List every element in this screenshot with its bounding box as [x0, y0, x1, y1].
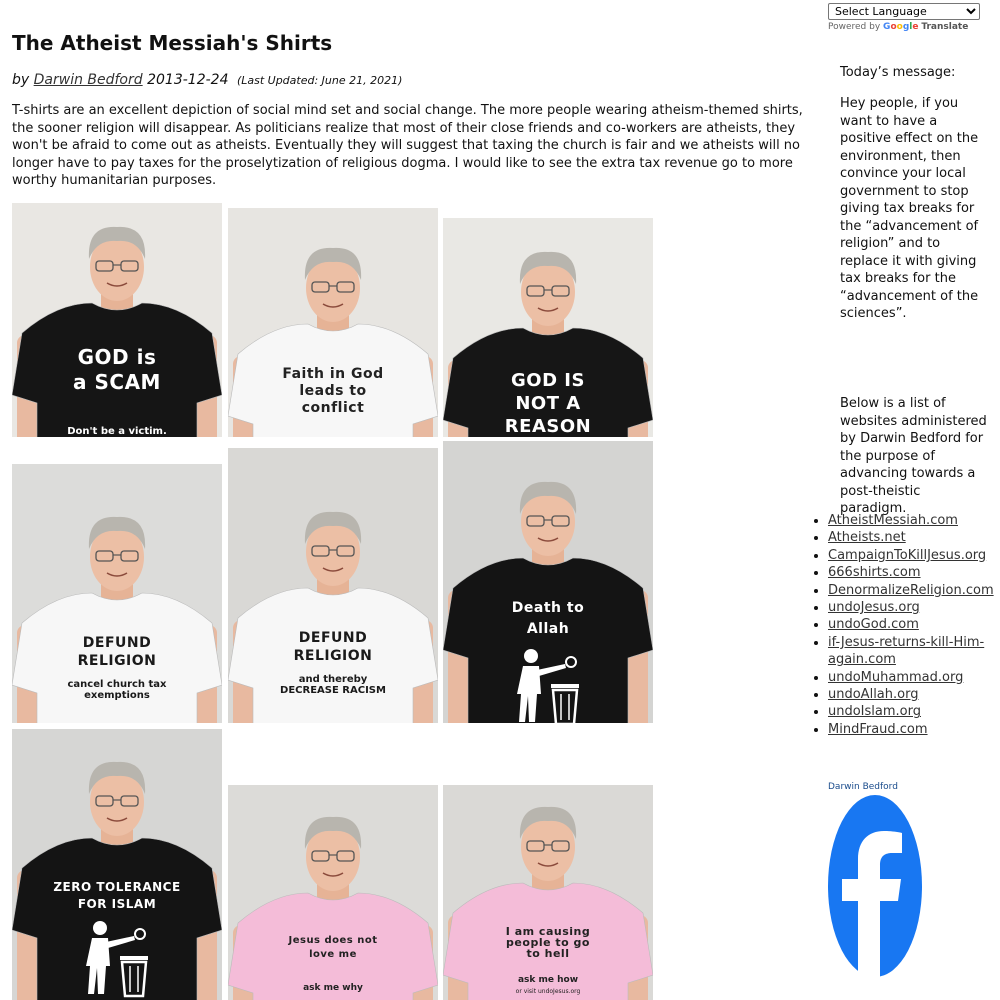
website-list-item: [828, 582, 1000, 599]
shirt-slogan-line: leads to: [299, 383, 367, 399]
shirt-subtext-url: or visit undoJesus.org: [515, 988, 581, 995]
shirt-photo: [443, 441, 653, 723]
shirt-slogan-line: RELIGION: [77, 653, 157, 669]
todays-message-text: Hey people, if you want to have a positive effect on the environment, then convince your local government to stop giving tax breaks for the “advancement of religion” and to replace it with giving tax breaks for the “advancement of the sciences”.: [840, 96, 979, 321]
google-logo: Google: [883, 22, 919, 32]
person-figure: [12, 203, 222, 437]
website-list-item: [828, 547, 1000, 564]
shirt-slogan-line: Allah: [526, 621, 570, 637]
page-title: The Atheist Messiah's Shirts: [12, 31, 333, 55]
website-link[interactable]: undoJesus.org: [828, 600, 920, 616]
shirt-slogan-line: people to go: [506, 936, 590, 949]
website-list-item: [828, 686, 1000, 703]
website-link[interactable]: AtheistMessiah.com: [828, 513, 958, 528]
website-list-item: [828, 634, 1000, 669]
websites-list: [810, 512, 1000, 738]
website-link[interactable]: undoGod.com: [828, 617, 919, 633]
author-link[interactable]: Darwin Bedford: [33, 72, 143, 88]
shirt-slogan-line: conflict: [301, 400, 365, 416]
website-link[interactable]: undoMuhammad.org: [828, 669, 964, 685]
shirt-slogan-line: ZERO TOLERANCE: [53, 880, 181, 894]
shirt-photo: [443, 218, 653, 437]
website-link[interactable]: Atheists.net: [828, 530, 906, 546]
shirt-subtext: ask me how: [517, 975, 579, 985]
powered-by-translate: [828, 22, 968, 32]
byline: [12, 72, 402, 88]
last-updated: (Last Updated: June 21, 2021): [236, 74, 403, 87]
translate-link[interactable]: Translate: [921, 22, 969, 32]
person-figure: [443, 785, 653, 1000]
website-link[interactable]: DenormalizeReligion.com: [828, 582, 994, 598]
shirt-slogan-line: GOD IS: [511, 370, 585, 391]
shirt-slogan-line: GOD is: [77, 345, 157, 369]
intro-paragraph: T-shirts are an excellent depiction of social mind set and social change. The more people wearing atheism-themed shirts, the sooner religion will disappear. As politicians realize that most of their close friends and co-workers are atheists, they won't be afraid to come out as atheists. Eventually they will suggest that taxing the church is fair and we atheists will no longer have to pay taxes for the proselytization of religious dogma. I would like to see the extra tax revenue go to more worthy humanitarian purposes.: [12, 103, 803, 188]
shirt-slogan-line: love me: [309, 949, 357, 960]
todays-message-label: Today’s message:: [840, 65, 956, 80]
shirt-photo: [12, 729, 222, 1000]
shirt-subtext: ask me why: [303, 983, 363, 993]
shirt-photo: [228, 208, 438, 437]
by-prefix: by: [12, 72, 30, 88]
website-list-item: [828, 529, 1000, 546]
website-link[interactable]: undoAllah.org: [828, 687, 919, 703]
shirt-slogan-line: to hell: [526, 947, 570, 960]
shirt-slogan-line: Jesus does not: [288, 935, 378, 946]
shirt-photo: [228, 785, 438, 1000]
shirt-photo: [228, 448, 438, 723]
website-list-item: [828, 512, 1000, 529]
facebook-profile-name[interactable]: Darwin Bedford: [828, 782, 898, 792]
shirt-slogan-line: I am causing: [505, 925, 591, 938]
shirt-slogan-line: NOT A: [515, 393, 581, 414]
shirt-photo: [12, 464, 222, 723]
website-list-item: [828, 721, 1000, 738]
language-select[interactable]: [828, 3, 980, 20]
website-link[interactable]: 666shirts.com: [828, 565, 921, 581]
website-link[interactable]: CampaignToKillJesus.org: [828, 547, 987, 563]
person-figure: [228, 785, 438, 1000]
shirt-slogan-line: Death to: [511, 600, 585, 616]
shirt-slogan-line: REASON: [504, 416, 592, 437]
website-list-item: [828, 703, 1000, 720]
facebook-icon[interactable]: [828, 795, 922, 977]
trash-figure-icon: [82, 918, 152, 998]
shirt-photo: [12, 203, 222, 437]
shirt-slogan-line: a SCAM: [73, 370, 161, 394]
post-date: 2013-12-24: [147, 72, 229, 88]
shirt-photo: [443, 785, 653, 1000]
shirt-subtext: and thereby DECREASE RACISM: [280, 674, 386, 696]
website-list-item: [828, 599, 1000, 616]
website-list-item: [828, 564, 1000, 581]
shirt-subtext: cancel church tax exemptions: [67, 679, 167, 701]
shirt-slogan-line: DEFUND: [82, 635, 152, 651]
website-list-item: [828, 616, 1000, 633]
website-link[interactable]: if-Jesus-returns-kill-Him-again.com: [828, 634, 985, 668]
websites-intro: Below is a list of websites administered by Darwin Bedford for the purpose of advancing towards a post-theistic paradigm.: [840, 396, 987, 516]
powered-by-label: Powered by: [828, 22, 881, 32]
shirt-slogan-line: DEFUND: [298, 630, 368, 646]
shirt-slogan-line: RELIGION: [293, 648, 373, 664]
website-link[interactable]: MindFraud.com: [828, 721, 928, 737]
website-link[interactable]: undoIslam.org: [828, 704, 921, 720]
shirt-subtext: Don't be a victim.: [67, 426, 167, 437]
shirt-slogan-line: FOR ISLAM: [77, 897, 157, 911]
website-list-item: [828, 669, 1000, 686]
trash-figure-icon: [513, 646, 583, 723]
shirt-slogan-line: Faith in God: [282, 366, 384, 382]
